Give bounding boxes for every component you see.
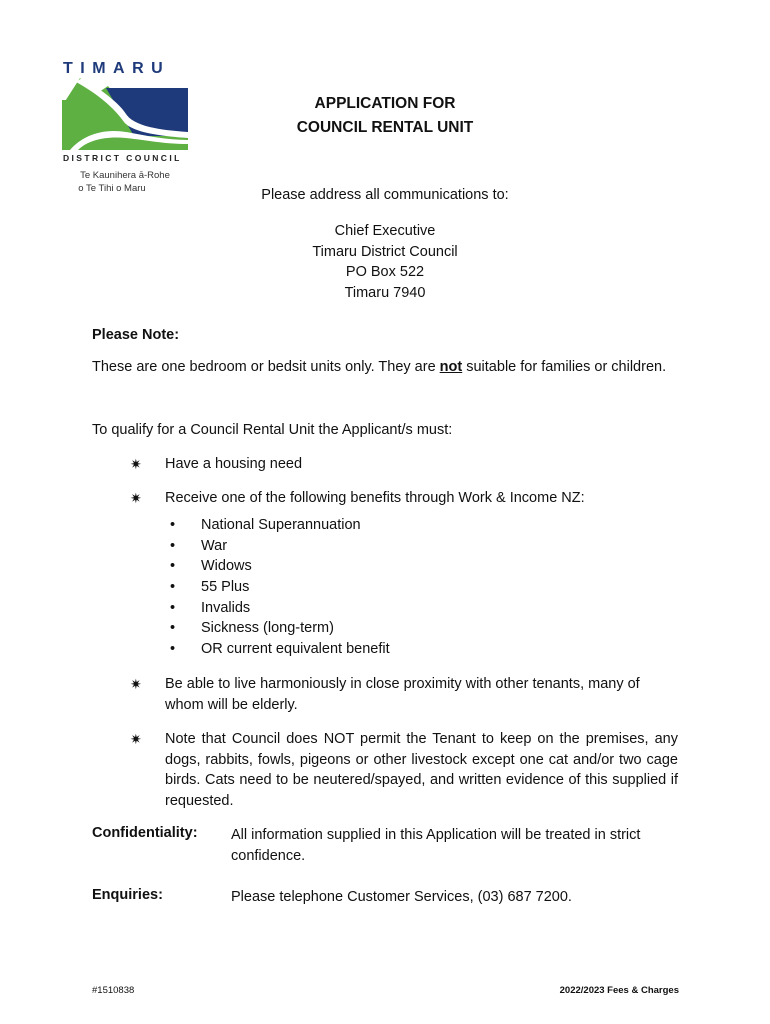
list-item [170, 618, 570, 639]
address-line: Timaru District Council [312, 243, 458, 260]
list-item [170, 639, 570, 660]
logo-maori-line1: Te Kaunihera ā-Rohe [80, 170, 170, 181]
list-item [170, 577, 570, 598]
requirement-text: Receive one of the following benefits through Work & Income NZ: [165, 490, 585, 506]
requirement-text: Be able to live harmoniously in close proximity with other tenants, many of whom will be elderly. [165, 676, 640, 713]
address-intro: Please address all communications to: [261, 187, 509, 203]
title-line1: APPLICATION FOR [314, 95, 456, 112]
logo-landscape-icon [62, 78, 188, 150]
note-emphasis: not [439, 359, 463, 375]
enquiries-text: Please telephone Customer Services, (03) 687 7200. [231, 889, 572, 905]
address-line: Timaru 7940 [344, 285, 426, 302]
enquiries-label: Enquiries: [92, 887, 163, 903]
bullet-icon: • [170, 620, 176, 637]
bullet-icon: • [170, 537, 176, 554]
list-item [170, 556, 570, 577]
benefit-text: Invalids [201, 599, 251, 616]
note-text-before: These are one bedroom or bedsit units only. They are [92, 359, 440, 375]
confidentiality-label: Confidentiality: [92, 825, 198, 841]
benefit-text: Sickness (long-term) [201, 620, 334, 637]
bullet-icon: • [170, 579, 176, 596]
bullet-icon: • [170, 558, 176, 575]
list-item [170, 598, 570, 619]
title-line2: COUNCIL RENTAL UNIT [296, 119, 474, 136]
bullet-icon: • [170, 599, 176, 616]
benefit-text: 55 Plus [201, 579, 250, 596]
document-number: #1510838 [92, 985, 135, 996]
star-bullet-icon: ✷ [130, 731, 142, 747]
note-text-after: suitable for families or children. [462, 359, 667, 375]
logo-maori-line2: o Te Tihi o Maru [78, 183, 146, 194]
note-heading: Please Note: [92, 327, 180, 343]
document-title [200, 92, 570, 140]
star-bullet-icon: ✷ [130, 490, 142, 506]
requirement-text: Have a housing need [165, 456, 303, 472]
logo-brand-text: TIMARU [63, 60, 171, 77]
benefit-text: Widows [201, 558, 252, 575]
bullet-icon: • [170, 641, 176, 658]
address-line: PO Box 522 [345, 264, 425, 281]
address-line: Chief Executive [334, 223, 436, 239]
footer-fees-label: 2022/2023 Fees & Charges [559, 985, 679, 996]
mailing-address [200, 221, 570, 304]
list-item [170, 536, 570, 557]
benefit-text: War [201, 537, 228, 554]
requirement-text: Note that Council does NOT permit the Tenant to keep on the premises, any dogs, rabbits, fowls, pigeons or other livestock except one cat and/or two cage birds. Cats need to be neutered/spayed, and written evidence of this supplied if requested. [165, 731, 678, 810]
note-text [92, 357, 682, 378]
bullet-icon: • [170, 517, 176, 533]
benefits-list [170, 515, 570, 660]
star-bullet-icon: ✷ [130, 676, 142, 692]
qualify-intro: To qualify for a Council Rental Unit the Applicant/s must: [92, 422, 453, 438]
confidentiality-text: All information supplied in this Application will be treated in strict confidence. [231, 827, 641, 864]
benefit-text: National Superannuation [201, 517, 361, 533]
logo-council-text: DISTRICT COUNCIL [63, 153, 182, 163]
council-logo [60, 60, 190, 200]
benefit-text: OR current equivalent benefit [201, 641, 390, 658]
list-item [170, 515, 570, 536]
star-bullet-icon: ✷ [130, 456, 142, 472]
